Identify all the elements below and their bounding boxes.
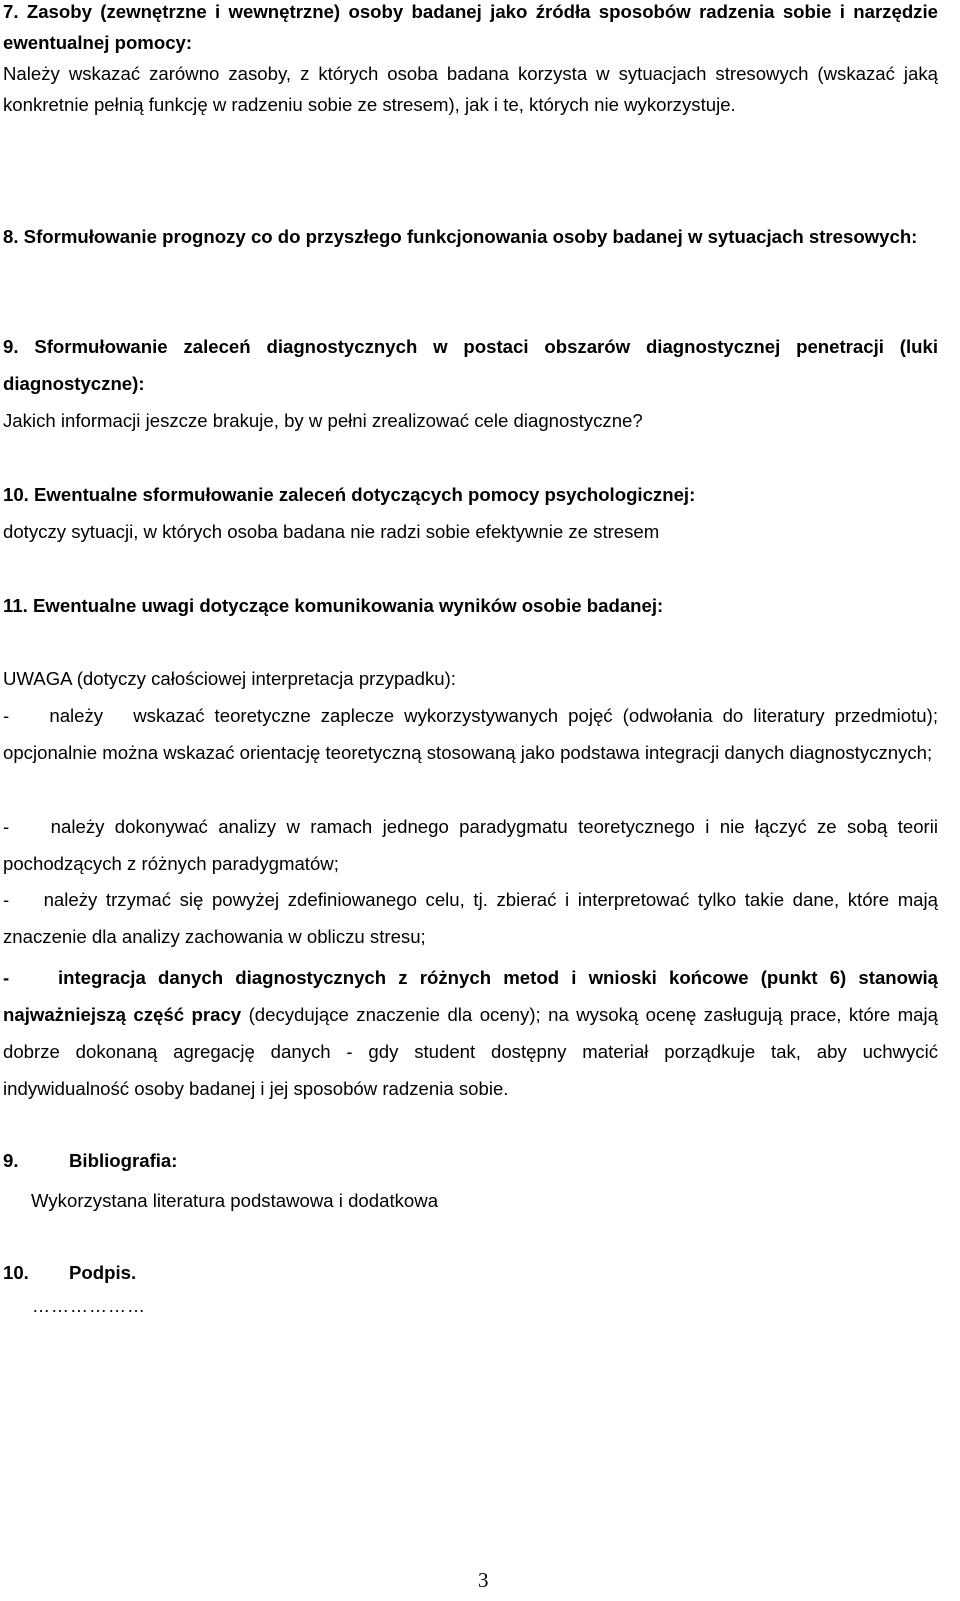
uwaga-item-3: - należy trzymać się powyżej zdefiniowanego celu, tj. zbierać i interpretować tylko takie dane, które mają znaczenie dla analizy zachowania w obliczu stresu; xyxy=(3,889,944,947)
section-11-heading: 11. Ewentualne uwagi dotyczące komunikowania wyników osobie badanej: xyxy=(3,595,664,616)
bibliografia-body: Wykorzystana literatura podstawowa i dodatkowa xyxy=(31,1190,439,1211)
section-8-heading: 8. Sformułowanie prognozy co do przyszłego funkcjonowania osoby badanej w sytuacjach stresowych: xyxy=(3,226,918,247)
section-10 xyxy=(3,476,938,550)
section-9 xyxy=(3,328,938,439)
uwaga-item-4 xyxy=(3,959,944,1107)
uwaga-title: UWAGA (dotyczy całościowej interpretacja przypadku): xyxy=(3,668,456,689)
section-7 xyxy=(3,0,938,120)
section-9-heading: 9. Sformułowanie zaleceń diagnostycznych w postaci obszarów diagnostycznej penetracji (luki diagnostyczne): xyxy=(3,336,938,394)
uwaga-item-2: - należy dokonywać analizy w ramach jednego paradygmatu teoretycznego i nie łączyć ze sobą teorii pochodzących z różnych paradygmatów; xyxy=(3,816,944,874)
bibliografia-heading xyxy=(3,1150,177,1172)
section-7-heading: 7. Zasoby (zewnętrzne i wewnętrzne) osoby badanej jako źródła sposobów radzenia sobie i narzędzie ewentualnej pomocy: xyxy=(3,1,938,53)
uwaga-item-4-bold: - integracja danych diagnostycznych z różnych metod i wnioski końcowe (punkt 6) stanowią najważniejszą część pracy xyxy=(3,967,944,1025)
section-9-body: Jakich informacji jeszcze brakuje, by w pełni zrealizować cele diagnostyczne? xyxy=(3,410,643,431)
podpis-title: Podpis. xyxy=(69,1262,137,1283)
podpis-number: 10. xyxy=(3,1262,29,1283)
bibliografia-number: 9. xyxy=(3,1150,19,1171)
uwaga-item-1: - należy wskazać teoretyczne zaplecze wykorzystywanych pojęć (odwołania do literatury przedmiotu); opcjonalnie można wskazać orientację teoretyczną stosowaną jako podstawa integracji danych diagnostycznych; xyxy=(3,705,954,763)
podpis-heading xyxy=(3,1262,136,1284)
page-number: 3 xyxy=(478,1568,489,1592)
section-10-heading: 10. Ewentualne sformułowanie zaleceń dotyczących pomocy psychologicznej: xyxy=(3,484,696,505)
section-7-body: Należy wskazać zarówno zasoby, z których osoba badana korzysta w sytuacjach stresowych (wskazać jaką konkretnie pełnią funkcję w radzeniu sobie ze stresem), jak i te, których nie wykorzystuje. xyxy=(3,63,938,115)
section-10-body: dotyczy sytuacji, w których osoba badana nie radzi sobie efektywnie ze stresem xyxy=(3,521,660,542)
bibliografia-title: Bibliografia: xyxy=(69,1150,178,1171)
uwaga-item-4-rest: (decydujące znaczenie dla oceny); na wysoką ocenę zasługują prace, które mają dobrze dokonaną agregację danych - gdy student dostępny materiał porządkuje tak, aby uchwycić indywidualność osoby badanej i jej sposobów radzenia sobie. xyxy=(3,1004,944,1099)
signature-dots: ……………… xyxy=(32,1296,146,1316)
